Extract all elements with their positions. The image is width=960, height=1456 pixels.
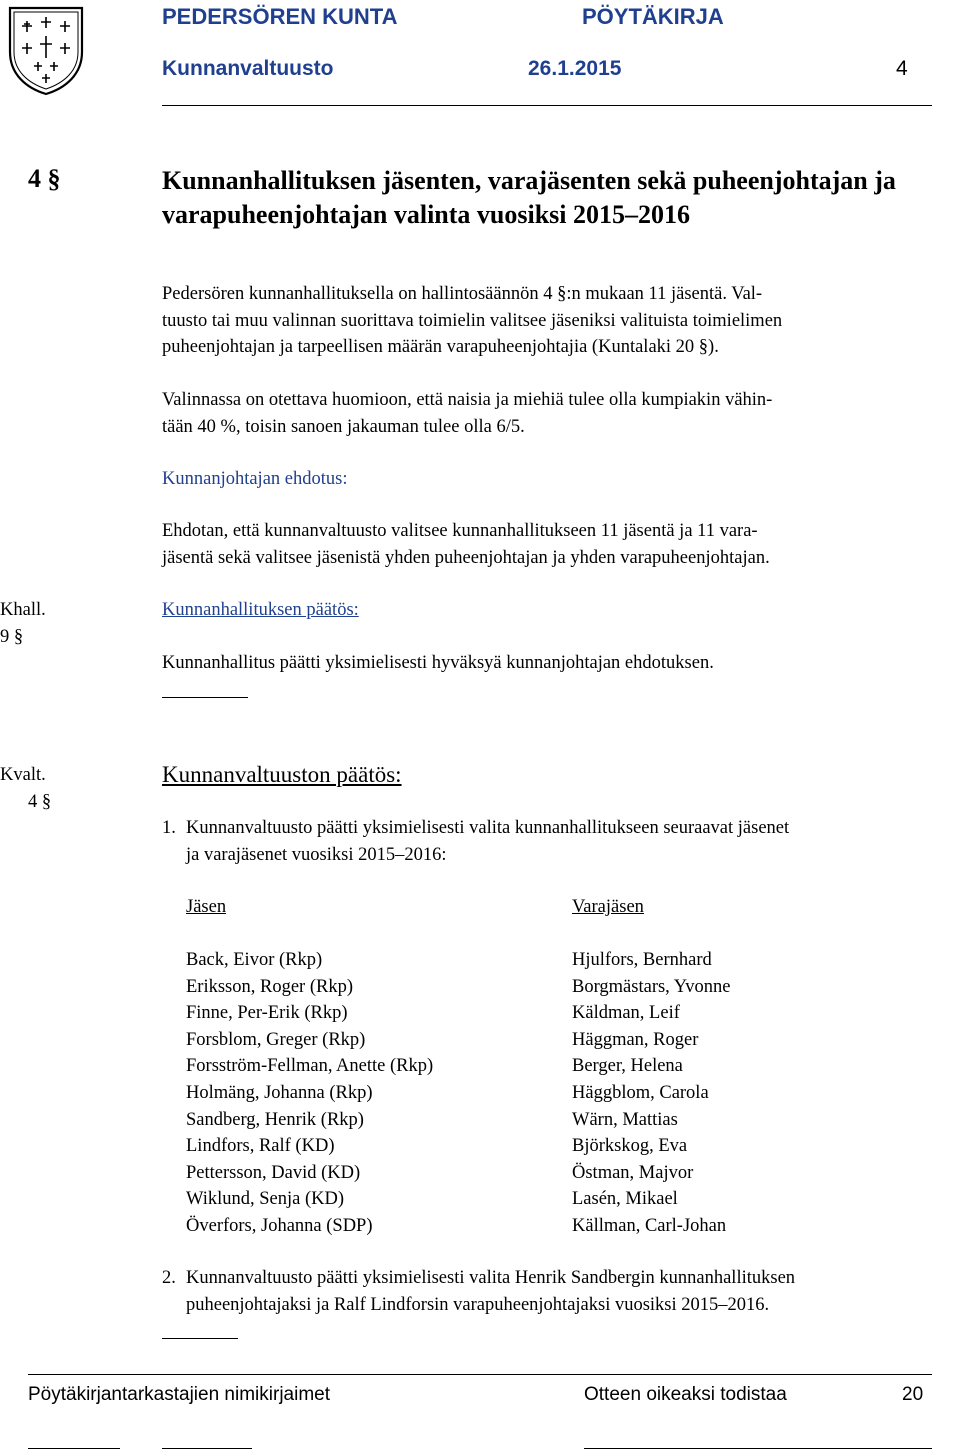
- section-title: [162, 164, 922, 232]
- list-item: Finne, Per-Erik (Rkp): [186, 1003, 348, 1024]
- text-line: Valinnassa on otettava huomioon, että naisia ja miehiä tulee olla kumpiakin vähin-: [162, 390, 773, 410]
- board-decision-text: Kunnanhallitus päätti yksimielisesti hyväksyä kunnanjohtajan ehdotuksen.: [162, 653, 714, 673]
- signature-line: [584, 1448, 932, 1449]
- item-1-text: [186, 815, 926, 868]
- text-line: Ehdotan, että kunnanvaltuusto valitsee kunnanhallitukseen 11 jäsentä ja 11 vara-: [162, 521, 758, 541]
- signature-line: [28, 1448, 120, 1449]
- separator-line: [162, 697, 248, 698]
- proposal-heading: Kunnanjohtajan ehdotus:: [162, 469, 348, 489]
- list-item: Back, Eivor (Rkp): [186, 950, 323, 970]
- council-reference: [0, 762, 51, 815]
- council-decision-heading: Kunnanvaltuuston päätös:: [162, 762, 402, 787]
- section-number: 4 §: [28, 164, 61, 193]
- list-item: Forsblom, Greger (Rkp): [186, 1029, 366, 1050]
- section-title-line: varapuheenjohtajan valinta vuosiksi 2015‒2016: [162, 200, 691, 229]
- meeting-date: 26.1.2015: [528, 57, 622, 80]
- gender-balance-paragraph: [162, 387, 922, 440]
- list-item: Holmäng, Johanna (Rkp): [186, 1082, 373, 1103]
- intro-paragraph: [162, 281, 922, 361]
- text-line: tuusto tai muu valinnan suorittava toimielin valitsee jäseniksi valituista toimielimen: [162, 310, 783, 331]
- text-line: puheenjohtajan ja tarpeellisen määrän varapuheenjohtajia (Kuntalaki 20 §).: [162, 337, 719, 358]
- list-item: Häggblom, Carola: [572, 1082, 709, 1103]
- footer-divider: [28, 1374, 932, 1375]
- list-item: Lindfors, Ralf (KD): [186, 1136, 335, 1157]
- text-line: Kunnanvaltuusto päätti yksimielisesti valita kunnanhallitukseen seuraavat jäsenet: [186, 818, 790, 838]
- list-item: Eriksson, Roger (Rkp): [186, 976, 353, 997]
- list-item: Hjulfors, Bernhard: [572, 950, 712, 970]
- board-reference: [0, 597, 46, 650]
- section-title-line: Kunnanhallituksen jäsenten, varajäsenten sekä puheenjohtajan ja: [162, 166, 896, 195]
- signature-line: [162, 1448, 252, 1449]
- proposal-text: [162, 518, 922, 571]
- list-item: Borgmästars, Yvonne: [572, 976, 731, 997]
- coat-of-arms-crosses-icon: [6, 4, 86, 96]
- list-item: Berger, Helena: [572, 1056, 683, 1077]
- text-line: tään 40 %, toisin sanoen jakauman tulee olla 6/5.: [162, 416, 525, 437]
- list-item: Wiklund, Senja (KD): [186, 1189, 345, 1210]
- item-2-text: [186, 1265, 926, 1318]
- council-reference-section: 4 §: [28, 791, 52, 812]
- list-item: Häggman, Roger: [572, 1029, 699, 1050]
- organization-name: PEDERSÖREN KUNTA: [162, 4, 398, 29]
- list-item: Käldman, Leif: [572, 1003, 680, 1024]
- document-type: PÖYTÄKIRJA: [582, 4, 724, 29]
- board-reference-section: 9 §: [0, 626, 24, 647]
- text-line: Kunnanvaltuusto päätti yksimielisesti valita Henrik Sandbergin kunnanhallituksen: [186, 1268, 796, 1288]
- list-item: Björkskog, Eva: [572, 1136, 688, 1157]
- council-reference-label: Kvalt.: [0, 765, 46, 785]
- board-reference-label: Khall.: [0, 600, 46, 620]
- list-item: Sandberg, Henrik (Rkp): [186, 1109, 364, 1130]
- board-decision-heading: Kunnanhallituksen päätös:: [162, 600, 359, 620]
- list-item: Forsström-Fellman, Anette (Rkp): [186, 1056, 434, 1077]
- list-item: Wärn, Mattias: [572, 1109, 678, 1130]
- list-item: Källman, Carl-Johan: [572, 1215, 727, 1236]
- list-item: Östman, Majvor: [572, 1162, 694, 1183]
- text-line: puheenjohtajaksi ja Ralf Lindforsin varapuheenjohtajaksi vuosiksi 2015‒2016.: [186, 1294, 770, 1315]
- meeting-body: Kunnanvaltuusto: [162, 57, 334, 80]
- text-line: Pedersören kunnanhallituksella on hallintosäännön 4 §:n mukaan 11 jäsentä. Val-: [162, 284, 763, 304]
- item-number: 1.: [162, 818, 176, 838]
- header-divider: [162, 105, 932, 106]
- list-item: Pettersson, David (KD): [186, 1162, 361, 1183]
- footer-initials-label: Pöytäkirjantarkastajien nimikirjaimet: [28, 1384, 330, 1405]
- separator-line: [162, 1338, 238, 1339]
- members-heading: Jäsen: [186, 897, 227, 917]
- item-number: 2.: [162, 1268, 176, 1288]
- footer-page-number: 20: [902, 1384, 924, 1405]
- list-item: Lasén, Mikael: [572, 1189, 678, 1210]
- footer-certified-label: Otteen oikeaksi todistaa: [584, 1384, 787, 1405]
- list-item: Överfors, Johanna (SDP): [186, 1215, 373, 1236]
- text-line: jäsentä sekä valitsee jäsenistä yhden puheenjohtajan ja yhden varapuheenjohtajan.: [162, 547, 770, 568]
- text-line: ja varajäsenet vuosiksi 2015‒2016:: [186, 844, 447, 865]
- deputies-heading: Varajäsen: [572, 897, 644, 917]
- deputies-list: [572, 947, 922, 1240]
- members-list: [186, 947, 556, 1240]
- page-number: 4: [896, 57, 908, 80]
